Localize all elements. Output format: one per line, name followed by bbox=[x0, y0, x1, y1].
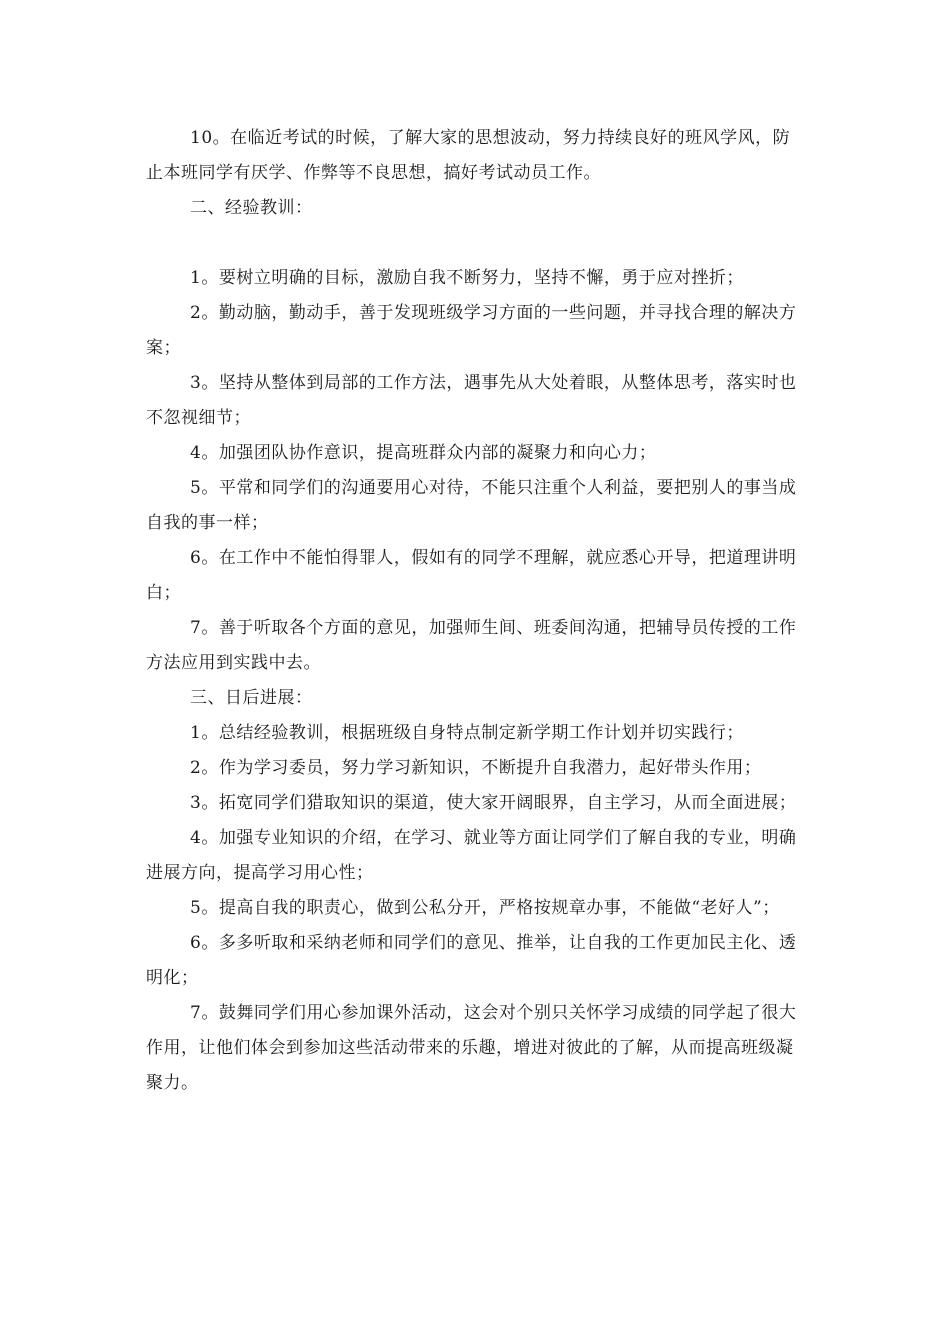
lesson-item-4: 4。加强团队协作意识，提高班群众内部的凝聚力和向心力； bbox=[190, 443, 657, 463]
lesson-item-6: 6。在工作中不能怕得罪人，假如有的同学不理解，就应悉心开导，把道理讲明白； bbox=[146, 548, 797, 603]
lesson-item-2: 2。勤动脑，勤动手，善于发现班级学习方面的一些问题，并寻找合理的解决方案； bbox=[146, 303, 797, 358]
future-item-6: 6。多多听取和采纳老师和同学们的意见、推举，让自我的工作更加民主化、透明化； bbox=[146, 933, 797, 988]
future-item-7: 7。鼓舞同学们用心参加课外活动，这会对个别只关怀学习成绩的同学起了很大作用，让他们体会到参加这些活动带来的乐趣，增进对彼此的了解，从而提高班级凝聚力。 bbox=[146, 1003, 797, 1093]
paragraph-item-10: 10。在临近考试的时候，了解大家的思想波动，努力持续良好的班风学风，防止本班同学有厌学、作弊等不良思想，搞好考试动员工作。 bbox=[146, 128, 791, 183]
future-item-2: 2。作为学习委员，努力学习新知识，不断提升自我潜力，起好带头作用； bbox=[190, 758, 762, 778]
lesson-item-1: 1。要树立明确的目标，激励自我不断努力，坚持不懈，勇于应对挫折； bbox=[190, 268, 744, 288]
future-item-3: 3。拓宽同学们猎取知识的渠道，使大家开阔眼界，自主学习，从而全面进展； bbox=[190, 793, 797, 813]
section-heading-lessons: 二、经验教训： bbox=[190, 198, 313, 218]
future-item-1: 1。总结经验教训，根据班级自身特点制定新学期工作计划并切实践行； bbox=[190, 723, 744, 743]
lesson-item-5: 5。平常和同学们的沟通要用心对待，不能只注重个人利益，要把别人的事当成自我的事一样； bbox=[146, 478, 797, 533]
future-item-5: 5。提高自我的职责心，做到公私分开，严格按规章办事，不能做“老好人”； bbox=[190, 898, 780, 918]
lesson-item-7: 7。善于听取各个方面的意见，加强师生间、班委间沟通，把辅导员传授的工作方法应用到实践中去。 bbox=[146, 618, 797, 673]
future-item-4: 4。加强专业知识的介绍，在学习、就业等方面让同学们了解自我的专业，明确进展方向，提高学习用心性； bbox=[146, 828, 797, 883]
document-body bbox=[146, 121, 806, 1101]
lesson-item-3: 3。坚持从整体到局部的工作方法，遇事先从大处着眼，从整体思考，落实时也不忽视细节； bbox=[146, 373, 797, 428]
section-heading-future: 三、日后进展： bbox=[190, 688, 313, 708]
